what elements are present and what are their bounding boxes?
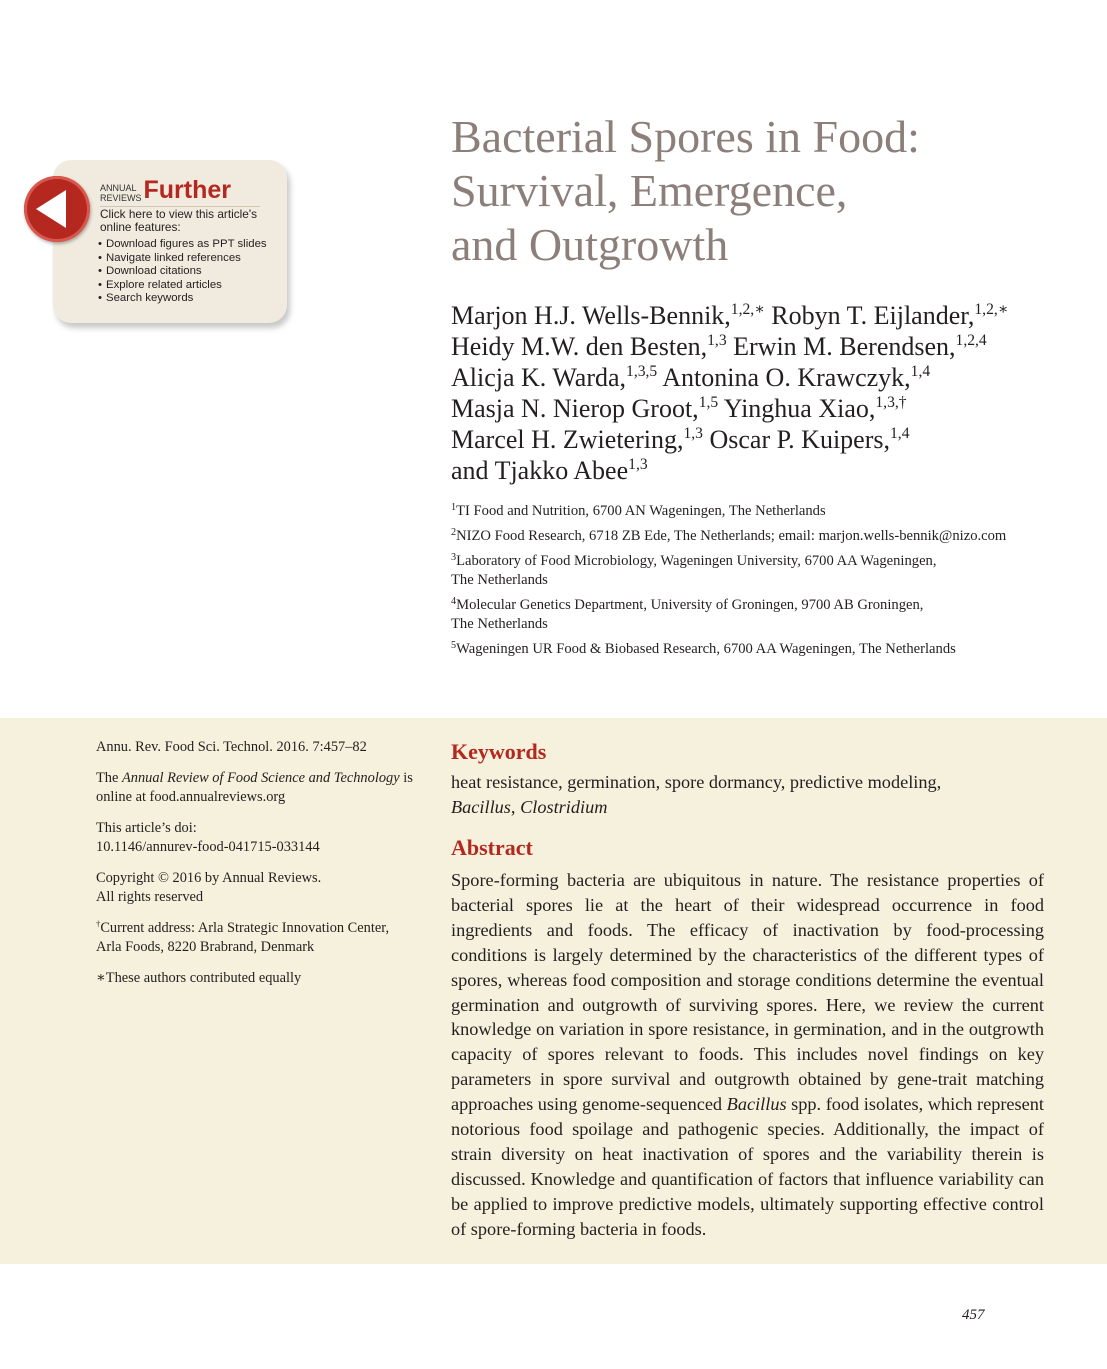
- author-line: [451, 331, 1091, 362]
- author-affil-marks: 1,3: [707, 331, 727, 349]
- author-list: [451, 300, 1091, 486]
- current-address-note: [96, 919, 416, 957]
- author-name: Marjon H.J. Wells-Bennik,: [451, 301, 731, 330]
- affiliation-text: The Netherlands: [451, 616, 548, 632]
- keywords-line: heat resistance, germination, spore dormancy, predictive modeling,: [451, 772, 942, 792]
- affiliation-number: 2: [451, 526, 457, 538]
- logo-annual: ANNUAL: [100, 183, 137, 193]
- author-line: [451, 424, 1091, 455]
- journal-name: Annual Review of Food Science and Technology: [121, 770, 400, 786]
- author-line: [451, 393, 1091, 424]
- journal-post: is online at food.annualreviews.org: [96, 770, 413, 805]
- keyword-italic: Bacillus: [451, 797, 511, 817]
- affiliation-text: The Netherlands: [451, 572, 548, 588]
- copyright-block: [96, 869, 416, 907]
- abstract-part: spp. food isolates, which represent notorious food spoilage and pathogenic species. Additionally, the impact of strain diversity on heat inactivation of spores and the variability therein is discussed. Knowledge and quantification of factors that influence variability can be applied to improve predictive models, ultimately supporting effective control of spore-forming bacteria in foods.: [451, 1094, 1044, 1239]
- keyword-separator: ,: [510, 797, 521, 817]
- author-affil-marks: 1,4: [910, 362, 931, 380]
- abstract-heading: Abstract: [451, 835, 533, 860]
- further-panel[interactable]: [53, 160, 287, 323]
- dagger-mark: †: [96, 918, 101, 929]
- journal-online-note: [96, 769, 416, 807]
- equal-contribution-note: ∗These authors contributed equally: [96, 970, 302, 986]
- affiliation-number: 5: [451, 639, 457, 651]
- affiliation: [451, 552, 1081, 590]
- list-item: • Download citations: [98, 265, 267, 279]
- abstract-text: [451, 868, 1044, 1242]
- keywords-text: [451, 770, 1044, 820]
- further-feature-list: [98, 238, 267, 306]
- author-affil-marks: 1,4: [890, 424, 910, 442]
- author-name: Masja N. Nierop Groot,: [451, 394, 699, 423]
- keywords-heading: Keywords: [451, 739, 547, 764]
- citation: Annu. Rev. Food Sci. Technol. 2016. 7:457–82: [96, 739, 367, 755]
- page-number: 457: [962, 1307, 985, 1323]
- author-name: Erwin M. Berendsen,: [726, 332, 956, 361]
- author-affil-marks: 1,3: [683, 424, 703, 442]
- author-name: Heidy M.W. den Besten,: [451, 332, 708, 361]
- copyright: Copyright © 2016 by Annual Reviews.: [96, 870, 322, 886]
- list-item: • Search keywords: [98, 292, 267, 306]
- list-item: • Download figures as PPT slides: [98, 238, 267, 252]
- title-line: Bacterial Spores in Food:: [451, 111, 920, 162]
- affiliation-list: [451, 502, 1081, 665]
- keywords-abstract: [451, 738, 1044, 1242]
- author-affil-marks: 1,5: [698, 393, 719, 411]
- keyword-italic: Clostridium: [520, 797, 608, 817]
- doi-block: [96, 819, 416, 857]
- further-description-text: to view this article's online features:: [100, 207, 257, 234]
- article-info-sidebar: [96, 738, 416, 1000]
- author-affil-marks: 1,2,∗: [974, 300, 1009, 318]
- article-title: [451, 110, 1071, 272]
- play-arrow-icon: [36, 190, 66, 228]
- further-description: [100, 208, 280, 234]
- author-name: Robyn T. Eijlander,: [764, 301, 975, 330]
- affiliation-text: Molecular Genetics Department, University of Groningen, 9700 AB Groningen,: [456, 597, 924, 613]
- affiliation-text: Wageningen UR Food & Biobased Research, 6700 AA Wageningen, The Netherlands: [456, 641, 956, 657]
- logo-reviews: REVIEWS: [100, 192, 142, 203]
- doi-label: This article’s doi:: [96, 820, 197, 836]
- further-label: Further: [143, 176, 232, 204]
- author-line: [451, 300, 1091, 331]
- author-affil-marks: 1,2,4: [955, 331, 987, 349]
- affiliation-number: 3: [451, 551, 457, 563]
- affiliation-text: NIZO Food Research, 6718 ZB Ede, The Netherlands; email: marjon.wells-bennik@nizo.com: [456, 528, 1007, 544]
- author-affil-marks: 1,3: [628, 455, 648, 473]
- list-item: • Explore related articles: [98, 279, 267, 293]
- author-name: Marcel H. Zwietering,: [451, 425, 684, 454]
- affiliation: [451, 527, 1081, 546]
- affiliation-number: 4: [451, 595, 457, 607]
- further-header: [100, 178, 231, 203]
- current-address: Current address: Arla Strategic Innovation Center, Arla Foods, 8220 Brabrand, Denmark: [96, 920, 390, 955]
- further-play-button[interactable]: [24, 176, 90, 242]
- author-line: [451, 455, 1091, 486]
- author-name: and Tjakko Abee: [451, 456, 629, 485]
- affiliation-text: Laboratory of Food Microbiology, Wageningen University, 6700 AA Wageningen,: [456, 553, 937, 569]
- author-name: Oscar P. Kuipers,: [702, 425, 890, 454]
- title-line: Survival, Emergence,: [451, 165, 848, 216]
- author-name: Antonina O. Krawczyk,: [657, 363, 911, 392]
- annual-reviews-logo: [100, 184, 142, 203]
- author-line: [451, 362, 1091, 393]
- affiliation-text: TI Food and Nutrition, 6700 AN Wageningen, The Netherlands: [456, 503, 826, 519]
- rights: All rights reserved: [96, 889, 204, 905]
- author-affil-marks: 1,3,†: [875, 393, 907, 411]
- journal-pre: The: [96, 770, 122, 786]
- affiliation: [451, 640, 1081, 659]
- doi-value[interactable]: 10.1146/annurev-food-041715-033144: [96, 839, 320, 855]
- abstract-part: Spore-forming bacteria are ubiquitous in nature. The resistance properties of bacterial spores lie at the heart of their widespread occurrence in food ingredients and foods. The efficacy of inactivation by food-processing conditions is largely determined by the characteristics of the different types of spores, whereas food composition and storage conditions determine the eventual germination and outgrowth of surviving spores. Here, we review the current knowledge on variation in spore resistance, in germination, and in the outgrowth capacity of spores relevant to foods. This includes novel findings on key parameters in spore survival and outgrowth obtained by gene-trait matching approaches using genome-sequenced: [451, 870, 1044, 1115]
- author-affil-marks: 1,3,5: [626, 362, 658, 380]
- affiliation-number: 1: [451, 501, 457, 513]
- affiliation: [451, 502, 1081, 521]
- abstract-italic: Bacillus: [726, 1094, 787, 1115]
- author-name: Alicja K. Warda,: [451, 363, 627, 392]
- author-name: Yinghua Xiao,: [718, 394, 876, 423]
- author-affil-marks: 1,2,∗: [730, 300, 765, 318]
- list-item: • Navigate linked references: [98, 252, 267, 266]
- title-line: and Outgrowth: [451, 219, 729, 270]
- affiliation: [451, 596, 1081, 634]
- click-here-link[interactable]: Click here: [100, 207, 153, 221]
